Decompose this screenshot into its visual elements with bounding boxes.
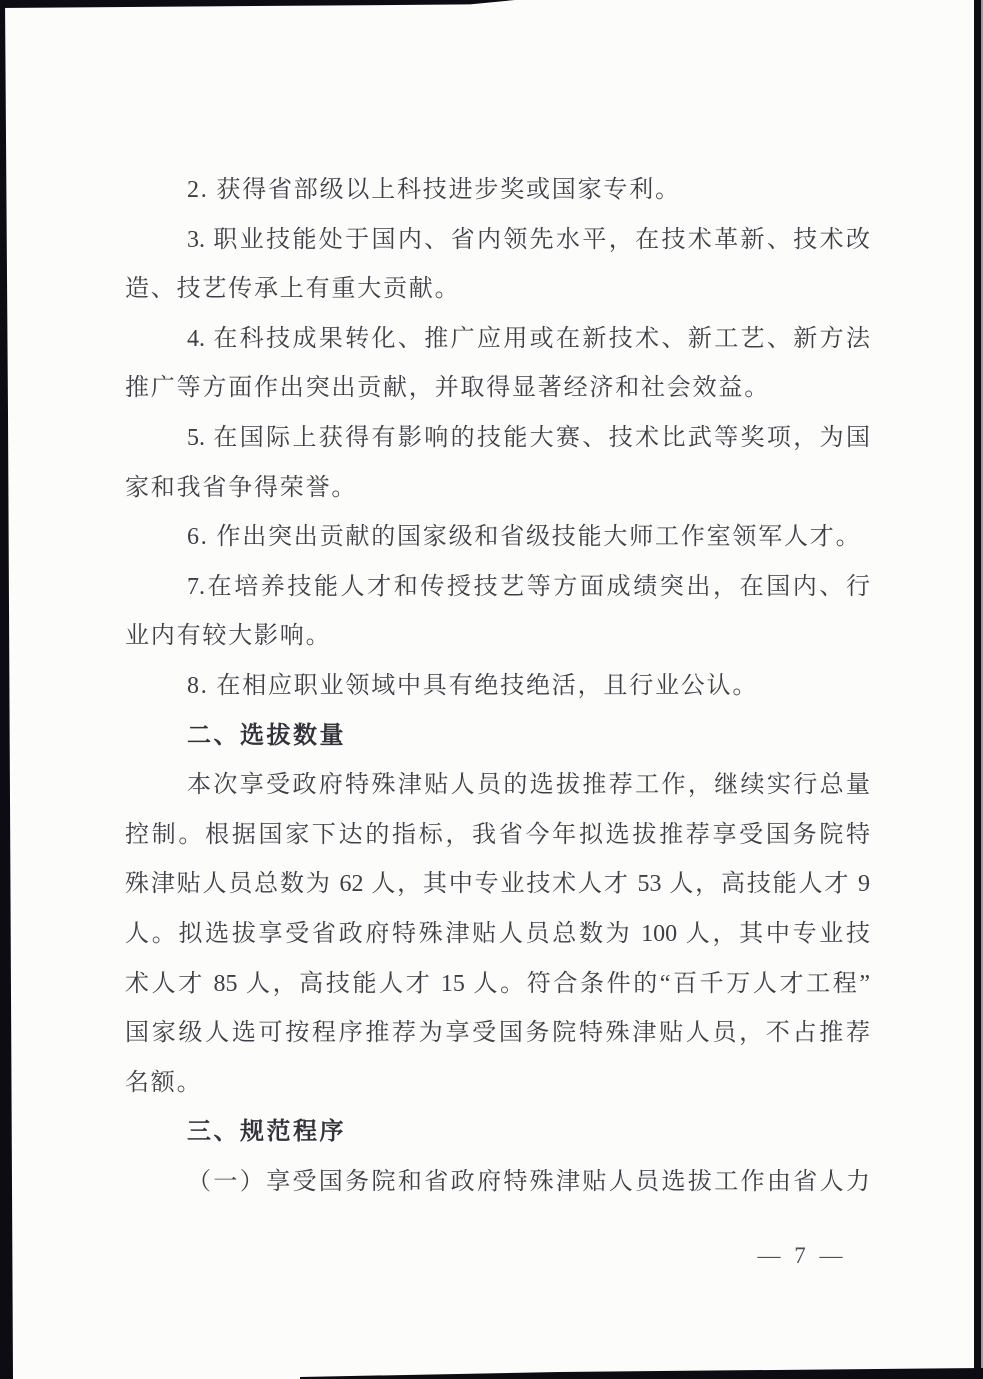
list-item-7-line-1: 7.在培养技能人才和传授技艺等方面成绩突出，在国内、行 <box>187 573 870 600</box>
list-item-4-line-2: 推广等方面作出突出贡献，并取得显著经济和社会效益。 <box>125 375 770 402</box>
list-item-8: 8. 在相应职业领域中具有绝技绝活，且行业公认。 <box>187 672 759 699</box>
scan-edge-bottom-artifact <box>300 1368 983 1379</box>
scan-edge-right-artifact <box>974 0 981 1379</box>
paragraph-line-5: 术人才 85 人，高技能人才 15 人。符合条件的“百千万人才工程” <box>125 970 870 997</box>
section-heading-2: 二、选拔数量 <box>187 722 346 749</box>
list-item-2: 2. 获得省部级以上科技进步奖或国家专利。 <box>187 177 681 203</box>
list-item-3-line-2: 造、技艺传承上有重大贡献。 <box>125 276 461 303</box>
scan-edge-left-artifact <box>0 0 16 1379</box>
list-item-3-line-1: 3. 职业技能处于国内、省内领先水平，在技术革新、技术改 <box>187 226 870 253</box>
section-heading-3: 三、规范程序 <box>187 1119 346 1146</box>
list-item-5-line-2: 家和我省争得荣誉。 <box>125 474 358 501</box>
document-body <box>125 166 870 1207</box>
paragraph-line-2: 控制。根据国家下达的指标，我省今年拟选拔推荐享受国务院特 <box>125 821 870 848</box>
list-item-6: 6. 作出突出贡献的国家级和省级技能大师工作室领军人才。 <box>187 524 862 551</box>
scan-edge-top-artifact <box>0 0 515 8</box>
paragraph-line-1: 本次享受政府特殊津贴人员的选拔推荐工作，继续实行总量 <box>187 772 870 799</box>
paragraph-line-6: 国家级人选可按程序推荐为享受国务院特殊津贴人员，不占推荐 <box>125 1020 870 1047</box>
paragraph-line-7: 名额。 <box>125 1069 203 1096</box>
paragraph-line-3: 殊津贴人员总数为 62 人，其中专业技术人才 53 人，高技能人才 9 <box>125 871 870 898</box>
list-item-5-line-1: 5. 在国际上获得有影响的技能大赛、技术比武等奖项，为国 <box>187 424 870 451</box>
paragraph-line-4: 人。拟选拔享受省政府特殊津贴人员总数为 100 人，其中专业技 <box>125 920 870 947</box>
list-item-4-line-1: 4. 在科技成果转化、推广应用或在新技术、新工艺、新方法 <box>187 325 870 352</box>
subsection-1-line-1: （一）享受国务院和省政府特殊津贴人员选拔工作由省人力 <box>187 1168 870 1195</box>
list-item-7-line-2: 业内有较大影响。 <box>125 623 332 650</box>
page-number: — 7 — <box>757 1243 847 1268</box>
